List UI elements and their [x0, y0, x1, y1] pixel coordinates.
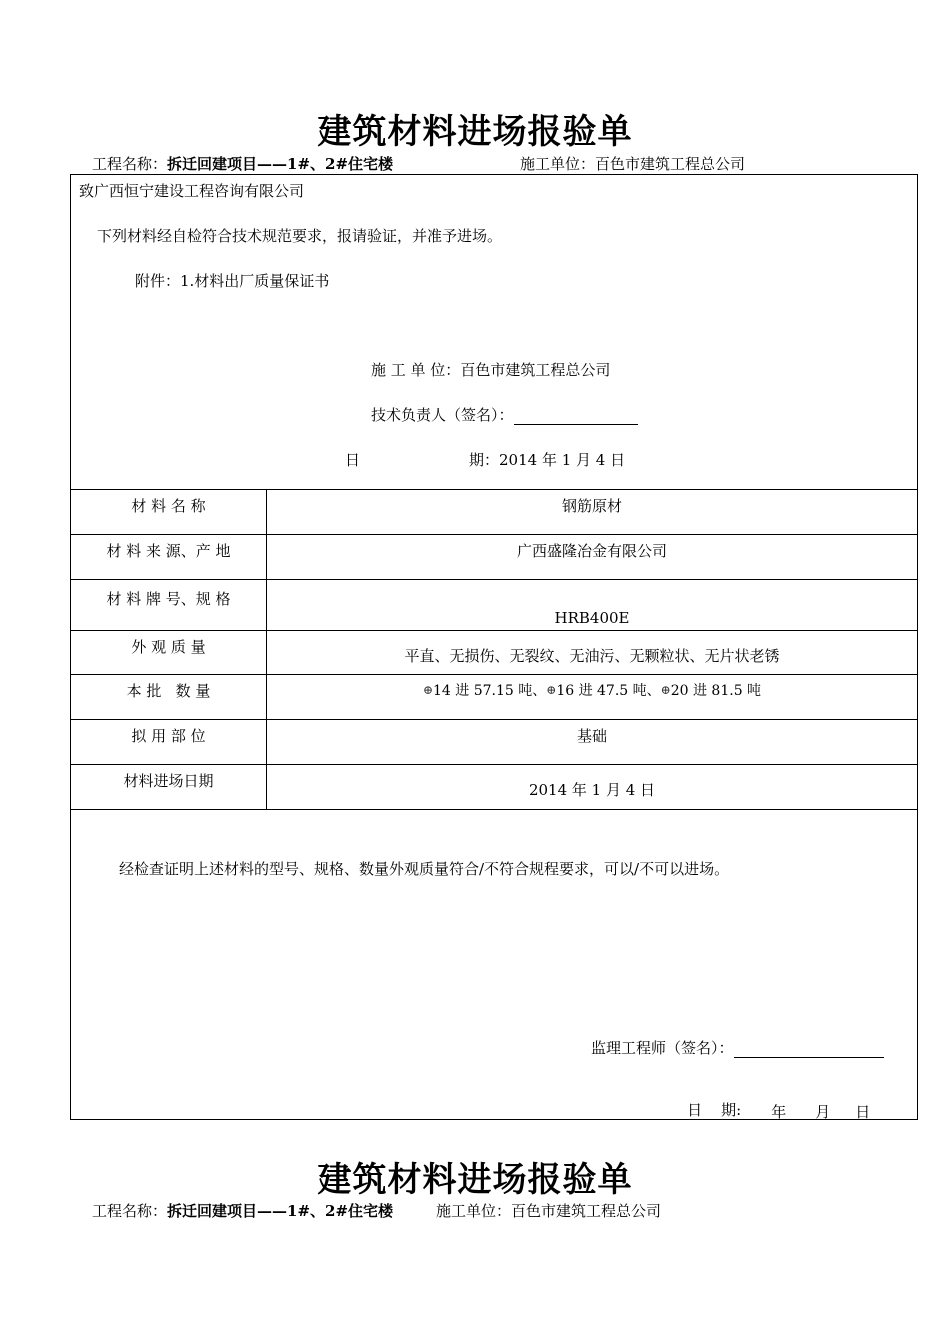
inspection-date-line[interactable] [741, 1101, 873, 1120]
second-contractor-line [436, 1200, 661, 1221]
material-source-label: 材 料 来 源、产 地 [106, 542, 231, 560]
project-label: 工程名称： [92, 155, 168, 173]
tech-lead-signature-line[interactable] [514, 408, 638, 425]
inspection-date-year: 年 [771, 1103, 787, 1121]
supervisor-label: 监理工程师（签名）： [591, 1039, 734, 1057]
appearance-label: 外 观 质 量 [131, 638, 206, 656]
batch-quantity-label: 本 批 数 量 [126, 682, 211, 700]
inspection-date-day: 日 [855, 1103, 871, 1121]
construction-unit-value: 百色市建筑工程总公司 [460, 361, 611, 379]
divider [71, 809, 917, 810]
request-date-value-line [469, 449, 625, 470]
rebar-grade-icon: ⊕ [422, 683, 433, 697]
batch-quantity-value [267, 680, 917, 700]
construction-unit [371, 359, 610, 380]
divider [71, 764, 917, 765]
request-date-value: 2014 年 1 月 4 日 [499, 451, 626, 469]
divider [71, 674, 917, 675]
second-form-title: 建筑材料进场报验单 [317, 1160, 633, 1200]
material-source-value: 广西盛隆冶金有限公司 [516, 542, 667, 560]
supervisor-signature-line[interactable] [734, 1041, 884, 1058]
divider [71, 719, 917, 720]
intended-use-value: 基础 [576, 727, 607, 745]
attachment-note: 附件：1.材料出厂质量保证书 [135, 272, 330, 290]
material-name-label: 材 料 名 称 [131, 497, 206, 515]
appearance-value: 平直、无损伤、无裂纹、无油污、无颗粒状、无片状老锈 [404, 647, 780, 665]
material-grade-value: HRB400E [554, 609, 630, 627]
request-date [345, 449, 360, 470]
supervisor-signature [591, 1037, 884, 1058]
second-project-label: 工程名称： [92, 1202, 168, 1220]
contractor-line [520, 153, 745, 174]
material-grade-label: 材 料 牌 号、规 格 [106, 590, 231, 608]
second-project-line [92, 1200, 393, 1221]
quantity-part-3: 20 进 81.5 吨 [670, 683, 762, 699]
quantity-part-2: 16 进 47.5 吨、 [556, 683, 661, 699]
quantity-part-1: 14 进 57.15 吨、 [433, 683, 547, 699]
intended-use-label: 拟 用 部 位 [131, 727, 206, 745]
contractor-label: 施工单位： [520, 155, 596, 173]
divider [71, 534, 917, 535]
second-project-name: 拆迁回建项目——1#、2#住宅楼 [167, 1202, 394, 1220]
inspection-date-label: 日 期: [687, 1101, 742, 1119]
contractor-name: 百色市建筑工程总公司 [595, 155, 746, 173]
second-contractor-label: 施工单位： [436, 1202, 512, 1220]
tech-lead-signature [371, 404, 638, 425]
material-name-value: 钢筋原材 [561, 497, 622, 515]
tech-lead-label: 技术负责人（签名）： [371, 406, 514, 424]
addressee: 致广西恒宁建设工程咨询有限公司 [79, 182, 305, 200]
arrival-date-label: 材料进场日期 [123, 772, 214, 790]
rebar-grade-icon: ⊕ [546, 683, 557, 697]
inspection-date [668, 1081, 873, 1138]
divider [71, 630, 917, 631]
divider [71, 489, 917, 490]
form-title: 建筑材料进场报验单 [317, 112, 633, 152]
divider [71, 579, 917, 580]
request-statement: 下列材料经自检符合技术规范要求，报请验证，并准予进场。 [97, 227, 503, 245]
request-date-label-1: 日 [345, 451, 361, 469]
inspection-conclusion: 经检查证明上述材料的型号、规格、数量外观质量符合/不符合规程要求，可以/不可以进场。 [119, 860, 730, 878]
rebar-grade-icon: ⊕ [660, 683, 671, 697]
inspection-date-month: 月 [815, 1103, 831, 1121]
project-name: 拆迁回建项目——1#、2#住宅楼 [167, 155, 394, 173]
request-date-label-2: 期： [469, 451, 500, 469]
inspection-form [70, 174, 918, 1120]
project-line [92, 153, 393, 174]
arrival-date-value: 2014 年 1 月 4 日 [528, 781, 656, 799]
construction-unit-label: 施 工 单 位： [371, 361, 461, 379]
second-contractor-name: 百色市建筑工程总公司 [511, 1202, 662, 1220]
